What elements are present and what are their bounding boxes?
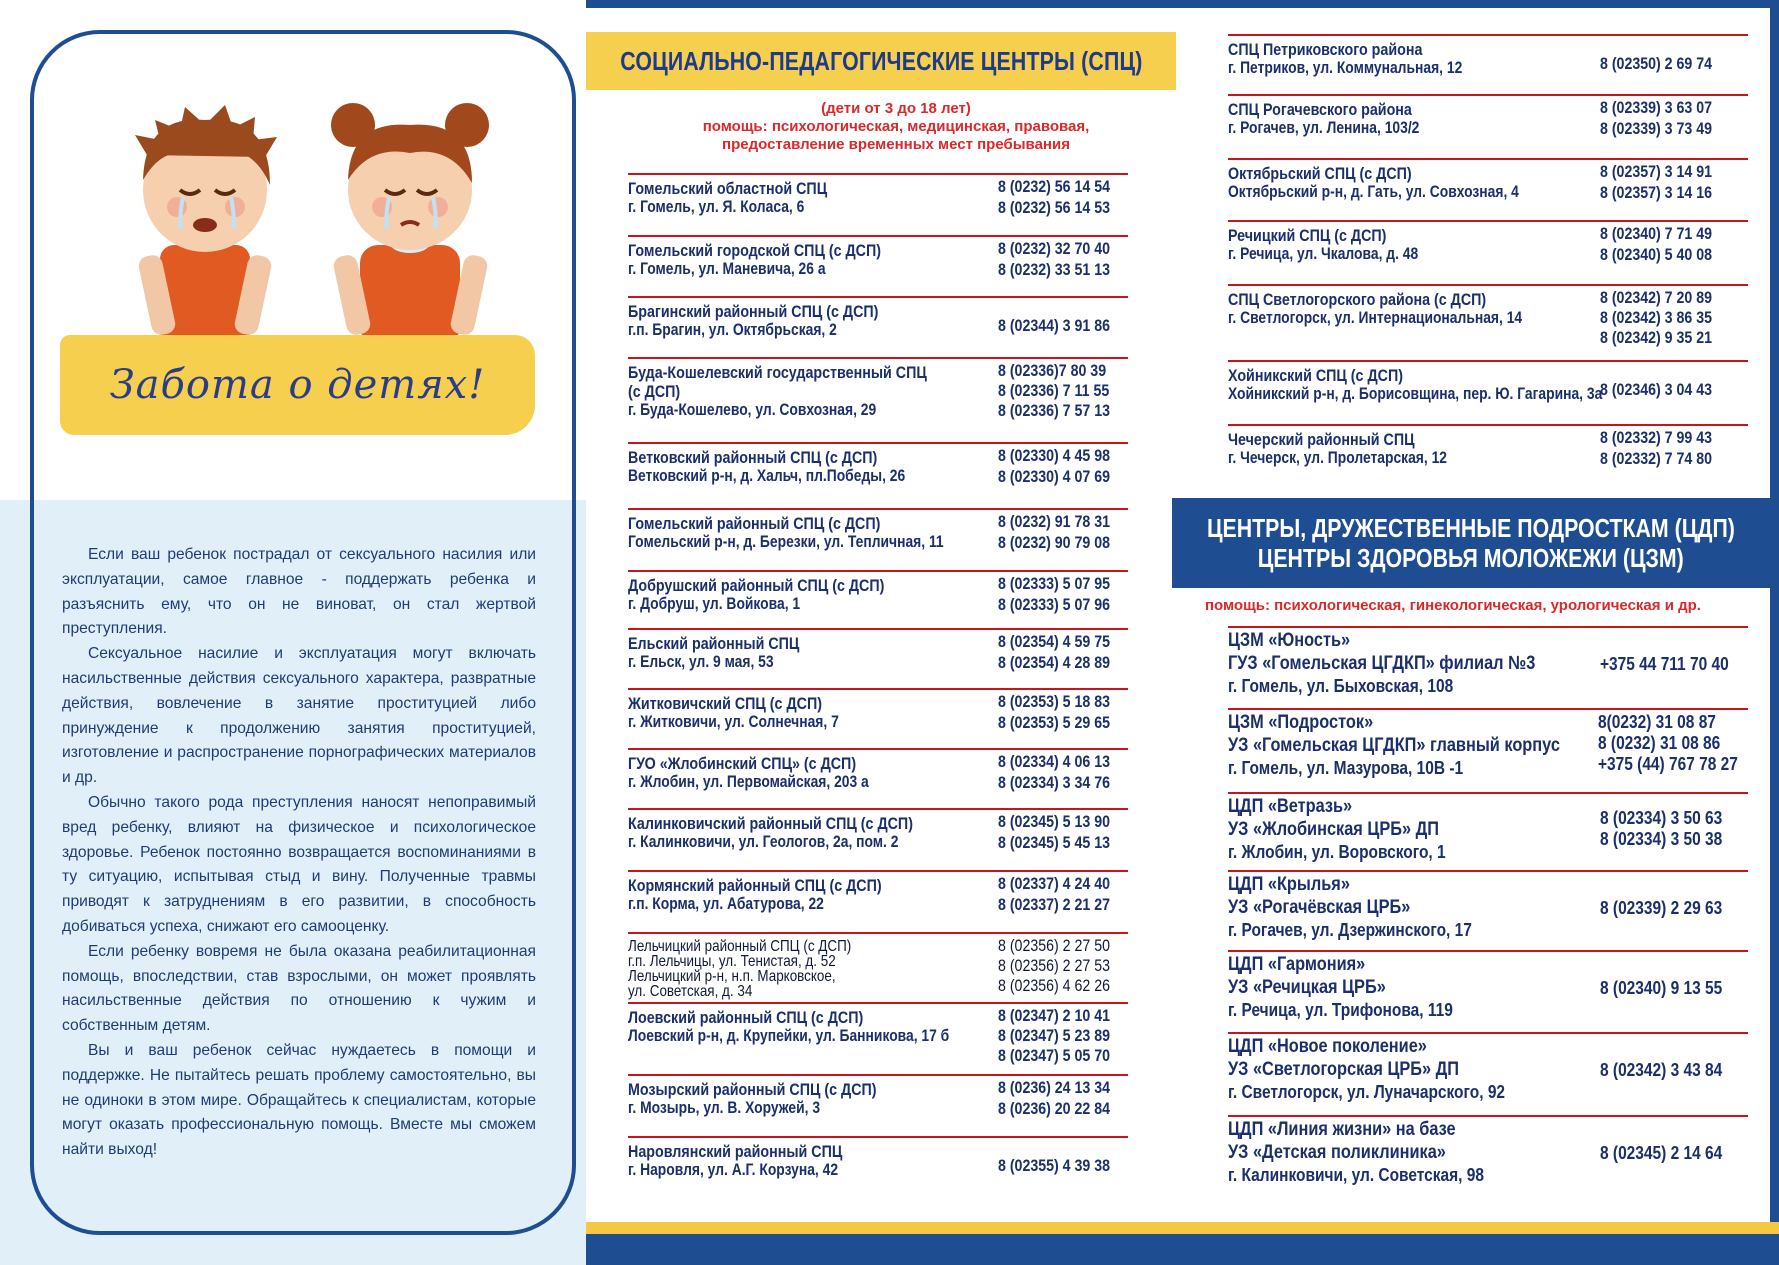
cdp-entry — [1228, 792, 1748, 870]
phone-number[interactable]: 8 (02337) 4 24 40 — [998, 875, 1111, 893]
phone-number[interactable]: 8 (02342) 3 43 84 — [1600, 1060, 1723, 1080]
spc-entry — [628, 932, 1128, 1000]
cdp-name: ЦДП «Ветразь» — [1228, 796, 1353, 817]
cdp-phones — [1600, 978, 1722, 999]
spc-phones — [1600, 380, 1712, 401]
cdp-entry — [1228, 626, 1748, 704]
spc-entry — [628, 235, 1128, 287]
cdp-institution: УЗ «Гомельская ЦГДКП» главный корпус — [1228, 735, 1560, 756]
phone-number[interactable]: 8 (02346) 3 04 43 — [1600, 381, 1713, 399]
phone-number[interactable]: 8 (02330) 4 07 69 — [998, 468, 1111, 486]
spc-name: Житковичский СПЦ (с ДСП) — [628, 694, 822, 713]
spc-name: Лоевский районный СПЦ (с ДСП) — [628, 1008, 864, 1027]
cdp-phones — [1600, 1143, 1722, 1164]
cdp-address: г. Речица, ул. Трифонова, 119 — [1228, 1000, 1453, 1020]
cdp-institution: УЗ «Светлогорская ЦРБ» ДП — [1228, 1059, 1460, 1080]
spc-address: г. Ельск, ул. 9 мая, 53 — [628, 653, 774, 671]
spc-phones — [998, 936, 1110, 996]
spc-phones — [998, 316, 1110, 337]
cdp-phones — [1598, 712, 1738, 775]
spc-name: Наровлянский районный СПЦ — [628, 1142, 843, 1161]
cdp-institution: ГУЗ «Гомельская ЦГДКП» филиал №3 — [1228, 653, 1536, 674]
phone-number[interactable]: 8 (02355) 4 39 38 — [998, 1157, 1111, 1175]
spc-address: г. Гомель, ул. Я. Коласа, 6 — [628, 198, 805, 216]
cdp-phones — [1600, 898, 1722, 919]
cdp-phones — [1600, 1060, 1722, 1081]
spc-entry — [628, 628, 1128, 682]
phone-number[interactable]: 8 (02334) 4 06 13 — [998, 753, 1111, 771]
phone-number[interactable]: 8 (02345) 2 14 64 — [1600, 1143, 1723, 1163]
phone-number[interactable]: 8 (02342) 7 20 89 — [1600, 289, 1713, 307]
cdp-entry — [1228, 708, 1748, 786]
phone-number[interactable]: 8 (0232) 33 51 13 — [998, 261, 1111, 279]
cdp-name: ЦДП «Гармония» — [1228, 954, 1366, 975]
spc-entry — [628, 296, 1128, 348]
spc-address: г.п. Лельчицы, ул. Тенистая, д. 52 — [628, 953, 836, 970]
cdp-name: ЦДП «Новое поколение» — [1228, 1036, 1427, 1057]
spc-name: Мозырский районный СПЦ (с ДСП) — [628, 1080, 877, 1099]
spc-address: Лоевский р-н, д. Крупейки, ул. Банникова, 17 б — [628, 1027, 950, 1045]
cdp-name: ЦЗМ «Юность» — [1228, 630, 1351, 651]
phone-number[interactable]: 8 (0232) 32 70 40 — [998, 240, 1111, 258]
spc-address: г. Калинковичи, ул. Геологов, 2а, пом. 2 — [628, 833, 899, 851]
banner-title: Забота о детях! — [109, 362, 486, 408]
top-navy-stripe — [586, 0, 1779, 8]
spc-name: Чечерский районный СПЦ — [1228, 430, 1415, 449]
phone-number[interactable]: 8 (02334) 3 34 76 — [998, 774, 1111, 792]
cdp-entry — [1228, 870, 1748, 948]
spc-title-banner — [586, 32, 1176, 90]
spc-name: Добрушский районный СПЦ (с ДСП) — [628, 576, 885, 595]
spc-phones — [998, 574, 1110, 616]
spc-title: СОЦИАЛЬНО-ПЕДАГОГИЧЕСКИЕ ЦЕНТРЫ (СПЦ) — [619, 45, 1143, 76]
cdp-title-banner — [1172, 498, 1770, 588]
spc-entry — [628, 508, 1128, 562]
phone-number[interactable]: 8 (02332) 7 74 80 — [1600, 450, 1713, 468]
cdp-institution: УЗ «Рогачёвская ЦРБ» — [1228, 897, 1411, 918]
phone-number[interactable]: 8 (02347) 5 23 89 — [998, 1027, 1111, 1045]
phone-number[interactable]: 8 (02339) 2 29 63 — [1600, 898, 1723, 918]
spc-subtitle-line: (дети от 3 до 18 лет) — [821, 100, 971, 117]
spc-phones — [998, 177, 1110, 219]
bottom-navy-stripe — [586, 1234, 1779, 1265]
phone-number[interactable]: 8 (0232) 56 14 54 — [998, 178, 1111, 196]
spc-phones — [1600, 428, 1712, 470]
spc-name: Калинковичский районный СПЦ (с ДСП) — [628, 814, 913, 833]
spc-entry — [628, 442, 1128, 496]
spc-address: г. Мозырь, ул. В. Хоружей, 3 — [628, 1099, 821, 1117]
phone-number[interactable]: 8 (0236) 20 22 84 — [998, 1100, 1111, 1118]
spc-entry — [628, 173, 1128, 225]
cdp-institution: УЗ «Детская поликлиника» — [1228, 1142, 1446, 1163]
spc-entry — [1228, 158, 1748, 208]
cdp-entry — [1228, 950, 1748, 1028]
spc-name: СПЦ Петриковского района — [1228, 40, 1423, 59]
spc-subtitle-line: помощь: психологическая, медицинская, правовая, — [702, 118, 1090, 135]
spc-entry — [628, 570, 1128, 624]
spc-entry — [628, 748, 1128, 802]
cdp-name: ЦЗМ «Подросток» — [1228, 712, 1374, 733]
phone-number[interactable]: 8 (02347) 5 05 70 — [998, 1047, 1111, 1065]
spc-phones — [1600, 54, 1712, 75]
spc-name: Лельчицкий районный СПЦ (с ДСП) — [628, 938, 852, 955]
spc-name: Ветковский районный СПЦ (с ДСП) — [628, 448, 878, 467]
spc-name: Октябрьский СПЦ (с ДСП) — [1228, 164, 1412, 183]
intro-paragraph: Вы и ваш ребенок сейчас нуждаетесь в помощи и поддержке. Не пытайтесь решать проблему самостоятельно, вы не одиноки в этом мире. Обращайтесь к специалистам, которые могут оказать профессиональную помощь. Вместе мы сможем найти выход! — [62, 1041, 536, 1159]
cdp-address: г. Светлогорск, ул. Луначарского, 92 — [1228, 1082, 1506, 1102]
spc-entry — [628, 688, 1128, 742]
spc-name: (с ДСП) — [628, 382, 681, 401]
spc-subtitle — [586, 100, 1206, 154]
spc-phones — [998, 1078, 1110, 1120]
spc-entry — [628, 1002, 1128, 1066]
spc-entry — [628, 808, 1128, 862]
cdp-address: г. Гомель, ул. Мазурова, 10В -1 — [1228, 758, 1464, 778]
phone-number[interactable]: 8 (02339) 3 63 07 — [1600, 99, 1713, 117]
spc-phones — [998, 239, 1110, 281]
spc-phones — [998, 1006, 1110, 1066]
cdp-entry — [1228, 1032, 1748, 1110]
phone-number[interactable]: 8 (02336)7 80 39 — [998, 362, 1107, 380]
spc-address: г. Житковичи, ул. Солнечная, 7 — [628, 713, 839, 731]
spc-subtitle-line: предоставление временных мест пребывания — [722, 136, 1070, 153]
spc-phones — [1600, 224, 1712, 266]
spc-address: Хойникский р-н, д. Борисовщина, пер. Ю. Гагарина, 3а — [1228, 385, 1603, 403]
phone-number[interactable]: 8 (02356) 2 27 53 — [998, 957, 1111, 975]
phone-number[interactable]: 8 (02342) 9 35 21 — [1600, 329, 1713, 347]
cdp-institution: УЗ «Жлобинская ЦРБ» ДП — [1228, 819, 1439, 840]
phone-number[interactable]: 8 (02333) 5 07 96 — [998, 596, 1111, 614]
phone-number[interactable]: 8 (0232) 56 14 53 — [998, 199, 1111, 217]
spc-phones — [998, 446, 1110, 488]
spc-name: Буда-Кошелевский государственный СПЦ — [628, 363, 927, 382]
cdp-institution: УЗ «Речицкая ЦРБ» — [1228, 977, 1386, 998]
phone-number[interactable]: 8 (02357) 3 14 16 — [1600, 184, 1713, 202]
spc-phones — [998, 361, 1110, 421]
spc-phones — [998, 874, 1110, 916]
phone-number[interactable]: 8 (02340) 5 40 08 — [1600, 246, 1713, 264]
spc-entry — [1228, 284, 1748, 348]
phone-number[interactable]: 8 (02330) 4 45 98 — [998, 447, 1111, 465]
spc-address: г. Светлогорск, ул. Интернациональная, 14 — [1228, 309, 1523, 327]
cdp-address: г. Жлобин, ул. Воровского, 1 — [1228, 842, 1446, 862]
crying-children-illustration — [105, 95, 525, 345]
phone-number[interactable]: 8 (0232) 90 79 08 — [998, 534, 1111, 552]
phone-number[interactable]: +375 (44) 767 78 27 — [1598, 754, 1738, 774]
spc-address: Октябрьский р-н, д. Гать, ул. Совхозная, 4 — [1228, 183, 1519, 201]
phone-number[interactable]: 8 (02357) 3 14 91 — [1600, 163, 1713, 181]
intro-paragraph: Если ребенку вовремя не была оказана реабилитационная помощь, впоследствии, став взрослыми, он может проявлять насильственные действия по отношению к чужим и собственным детям. — [62, 942, 536, 1035]
spc-entry — [628, 870, 1128, 924]
intro-paragraph: Сексуальное насилие и эксплуатация могут включать насильственные действия сексуального характера, развратные действия, вовлечение в занятие проституцией либо принуждение к продолжению занятия проституцией, изготовление и распространение порнографических материалов и др. — [62, 645, 536, 787]
intro-paragraph: Если ваш ребенок пострадал от сексуального насилия или эксплуатации, самое главное - поддержать ребенка и разъяснить ему, что он не виноват, он стал жертвой преступления. — [62, 546, 536, 638]
phone-number[interactable]: 8 (02342) 3 86 35 — [1600, 309, 1713, 327]
phone-number[interactable]: 8(0232) 31 08 87 — [1598, 712, 1716, 732]
banner — [60, 335, 535, 435]
spc-entry — [628, 357, 1128, 433]
spc-name: Хойникский СПЦ (с ДСП) — [1228, 366, 1403, 385]
cdp-entry — [1228, 1115, 1748, 1193]
right-navy-edge — [1770, 0, 1779, 1222]
spc-phones — [998, 752, 1110, 794]
spc-address: г. Рогачев, ул. Ленина, 103/2 — [1228, 119, 1420, 137]
phone-number[interactable]: 8 (02334) 3 50 38 — [1600, 829, 1723, 849]
spc-address: г. Речица, ул. Чкалова, д. 48 — [1228, 245, 1419, 263]
spc-address: г. Жлобин, ул. Первомайская, 203 а — [628, 773, 869, 791]
spc-name: ГУО «Жлобинский СПЦ» (с ДСП) — [628, 754, 857, 773]
phone-number[interactable]: 8 (02332) 7 99 43 — [1600, 429, 1713, 447]
spc-entry — [1228, 360, 1748, 410]
spc-address: г. Наровля, ул. А.Г. Корзуна, 42 — [628, 1161, 839, 1179]
spc-address: г. Чечерск, ул. Пролетарская, 12 — [1228, 449, 1448, 467]
crying-girl-illustration — [331, 103, 489, 345]
spc-phones — [998, 1156, 1110, 1177]
spc-entry — [1228, 424, 1748, 474]
spc-phones — [998, 632, 1110, 674]
intro-text — [62, 543, 536, 1163]
phone-number[interactable]: 8 (02353) 5 18 83 — [998, 693, 1111, 711]
phone-number[interactable]: 8 (02354) 4 28 89 — [998, 654, 1111, 672]
phone-number[interactable]: 8 (0236) 24 13 34 — [998, 1079, 1111, 1097]
cdp-phones — [1600, 654, 1729, 675]
phone-number[interactable]: 8 (02340) 9 13 55 — [1600, 978, 1723, 998]
spc-address: г. Петриков, ул. Коммунальная, 12 — [1228, 59, 1463, 77]
cdp-title-line: ЦЕНТРЫ ЗДОРОВЬЯ МОЛОЖЕЖИ (ЦЗМ) — [1257, 543, 1685, 573]
phone-number[interactable]: +375 44 711 70 40 — [1600, 654, 1729, 674]
cdp-phones — [1600, 808, 1722, 850]
spc-name: Речицкий СПЦ (с ДСП) — [1228, 226, 1387, 245]
intro-paragraph: Обычно такого рода преступления наносят непоправимый вред ребенку, влияют на физическое и психологическое здоровье. Ребенок постоянно возвращается воспоминаниями в ту ситуацию, испытывая стыд и вину. Полученные травмы приводят к затруднениям в его развитии, в способность добиваться успеха, снижают его самооценку. — [62, 793, 536, 935]
phone-number[interactable]: 8 (02334) 3 50 63 — [1600, 808, 1723, 828]
cdp-address: г. Рогачев, ул. Дзержинского, 17 — [1228, 920, 1472, 940]
spc-address: ул. Советская, д. 34 — [628, 983, 753, 1000]
spc-name: Гомельский областной СПЦ — [628, 179, 828, 198]
spc-address: г. Буда-Кошелево, ул. Совхозная, 29 — [628, 401, 877, 419]
spc-name: Брагинский районный СПЦ (с ДСП) — [628, 302, 879, 321]
spc-entry — [1228, 94, 1748, 144]
spc-entry — [628, 1136, 1128, 1190]
spc-address: Гомельский р-н, д. Березки, ул. Тепличная, 11 — [628, 533, 944, 551]
spc-address: г.п. Брагин, ул. Октябрьская, 2 — [628, 321, 837, 339]
spc-entry — [1228, 220, 1748, 270]
spc-name: Кормянский районный СПЦ (с ДСП) — [628, 876, 882, 895]
spc-name: СПЦ Светлогорского района (с ДСП) — [1228, 290, 1487, 309]
spc-name: Гомельский районный СПЦ (с ДСП) — [628, 514, 881, 533]
cdp-title-line: ЦЕНТРЫ, ДРУЖЕСТВЕННЫЕ ПОДРОСТКАМ (ЦДП) — [1207, 513, 1735, 543]
spc-address: г. Добруш, ул. Войкова, 1 — [628, 595, 801, 613]
phone-number[interactable]: 8 (02336) 7 57 13 — [998, 402, 1111, 420]
spc-phones — [1600, 288, 1712, 348]
cdp-name: ЦДП «Крылья» — [1228, 874, 1350, 895]
spc-name: Гомельский городской СПЦ (с ДСП) — [628, 241, 882, 260]
spc-address: Ветковский р-н, д. Хальч, пл.Победы, 26 — [628, 467, 906, 485]
cdp-address: г. Калинковичи, ул. Советская, 98 — [1228, 1165, 1484, 1185]
spc-phones — [1600, 162, 1712, 204]
spc-name: СПЦ Рогачевского района — [1228, 100, 1412, 119]
spc-phones — [1600, 98, 1712, 140]
cdp-subtitle: помощь: психологическая, гинекологическая, урологическая и др. — [1205, 597, 1701, 614]
spc-name: Ельский районный СПЦ — [628, 634, 800, 653]
phone-number[interactable]: 8 (02356) 4 62 26 — [998, 977, 1111, 995]
crying-boy-illustration — [135, 105, 277, 345]
spc-phones — [998, 512, 1110, 554]
spc-address: Лельчицкий р-н, н.п. Марковское, — [628, 968, 836, 985]
spc-address: г. Гомель, ул. Маневича, 26 а — [628, 260, 826, 278]
spc-phones — [998, 812, 1110, 854]
cdp-address: г. Гомель, ул. Быховская, 108 — [1228, 676, 1454, 696]
phone-number[interactable]: 8 (02333) 5 07 95 — [998, 575, 1111, 593]
phone-number[interactable]: 8 (02350) 2 69 74 — [1600, 55, 1713, 73]
bottom-yellow-stripe — [586, 1222, 1779, 1234]
phone-number[interactable]: 8 (02345) 5 45 13 — [998, 834, 1111, 852]
phone-number[interactable]: 8 (02340) 7 71 49 — [1600, 225, 1713, 243]
phone-number[interactable]: 8 (02336) 7 11 55 — [998, 382, 1110, 400]
phone-number[interactable]: 8 (0232) 91 78 31 — [998, 513, 1111, 531]
phone-number[interactable]: 8 (02356) 2 27 50 — [998, 937, 1111, 955]
phone-number[interactable]: 8 (02337) 2 21 27 — [998, 896, 1111, 914]
phone-number[interactable]: 8 (02354) 4 59 75 — [998, 633, 1111, 651]
phone-number[interactable]: 8 (02347) 2 10 41 — [998, 1007, 1111, 1025]
phone-number[interactable]: 8 (02344) 3 91 86 — [998, 317, 1111, 335]
cdp-name: ЦДП «Линия жизни» на базе — [1228, 1119, 1456, 1140]
phone-number[interactable]: 8 (02353) 5 29 65 — [998, 714, 1111, 732]
phone-number[interactable]: 8 (0232) 31 08 86 — [1598, 733, 1721, 753]
spc-phones — [998, 692, 1110, 734]
phone-number[interactable]: 8 (02345) 5 13 90 — [998, 813, 1111, 831]
phone-number[interactable]: 8 (02339) 3 73 49 — [1600, 120, 1713, 138]
spc-entry — [1228, 34, 1748, 82]
spc-entry — [628, 1074, 1128, 1128]
spc-address: г.п. Корма, ул. Абатурова, 22 — [628, 895, 824, 913]
